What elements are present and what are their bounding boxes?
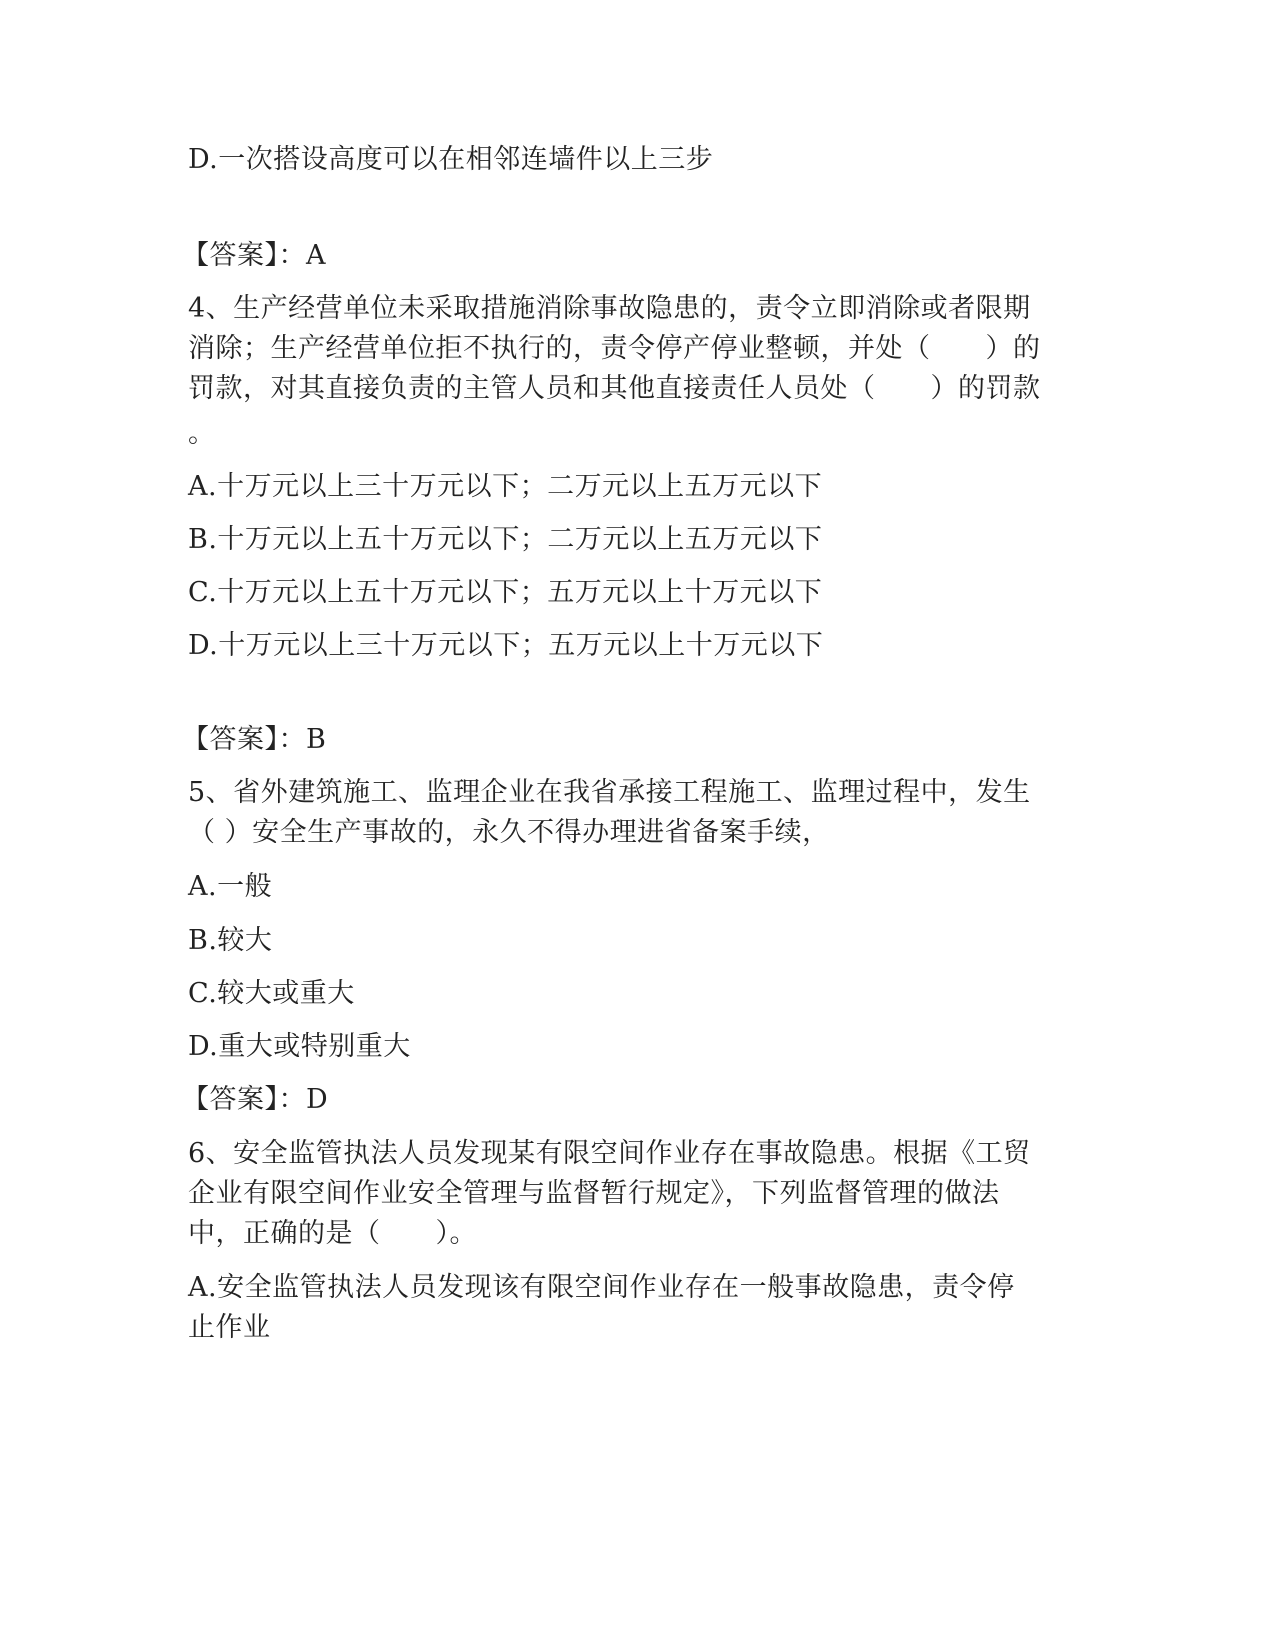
- q6-question-line-1: 6、安全监管执法人员发现某有限空间作业存在事故隐患。根据《工贸: [188, 1138, 1031, 1169]
- q6-option-a-line-2: 止作业: [188, 1312, 271, 1343]
- q5-answer: 【答案】：D: [182, 1084, 329, 1115]
- q5-option-b: B.较大: [188, 925, 273, 956]
- q5-question-line-1: 5、省外建筑施工、监理企业在我省承接工程施工、监理过程中，发生: [188, 777, 1031, 808]
- q4-question-line-4: 。: [188, 418, 216, 449]
- q4-question-line-3: 罚款，对其直接负责的主管人员和其他直接责任人员处（ ）的罚款: [188, 373, 1041, 404]
- q4-option-b: B.十万元以上五十万元以下；二万元以上五万元以下: [188, 524, 823, 555]
- q4-answer: 【答案】：B: [182, 724, 327, 755]
- q6-question-line-3: 中，正确的是（ ）。: [188, 1218, 477, 1249]
- q4-option-a: A.十万元以上三十万元以下；二万元以上五万元以下: [188, 471, 823, 502]
- q5-option-c: C.较大或重大: [188, 978, 355, 1009]
- q3-option-d: D.一次搭设高度可以在相邻连墙件以上三步: [188, 144, 714, 175]
- q4-question-line-1: 4、生产经营单位未采取措施消除事故隐患的，责令立即消除或者限期: [188, 293, 1031, 324]
- q3-answer: 【答案】：A: [182, 240, 326, 271]
- q6-option-a-line-1: A.安全监管执法人员发现该有限空间作业存在一般事故隐患，责令停: [188, 1272, 1015, 1303]
- q5-question-line-2: （ ）安全生产事故的，永久不得办理进省备案手续，: [188, 817, 830, 848]
- q5-option-a: A.一般: [188, 871, 273, 902]
- q6-question-line-2: 企业有限空间作业安全管理与监督暂行规定》，下列监督管理的做法: [188, 1178, 1000, 1209]
- q4-option-c: C.十万元以上五十万元以下；五万元以上十万元以下: [188, 577, 823, 608]
- q4-question-line-2: 消除；生产经营单位拒不执行的，责令停产停业整顿，并处（ ）的: [188, 333, 1041, 364]
- q5-option-d: D.重大或特别重大: [188, 1031, 411, 1062]
- q4-option-d: D.十万元以上三十万元以下；五万元以上十万元以下: [188, 630, 824, 661]
